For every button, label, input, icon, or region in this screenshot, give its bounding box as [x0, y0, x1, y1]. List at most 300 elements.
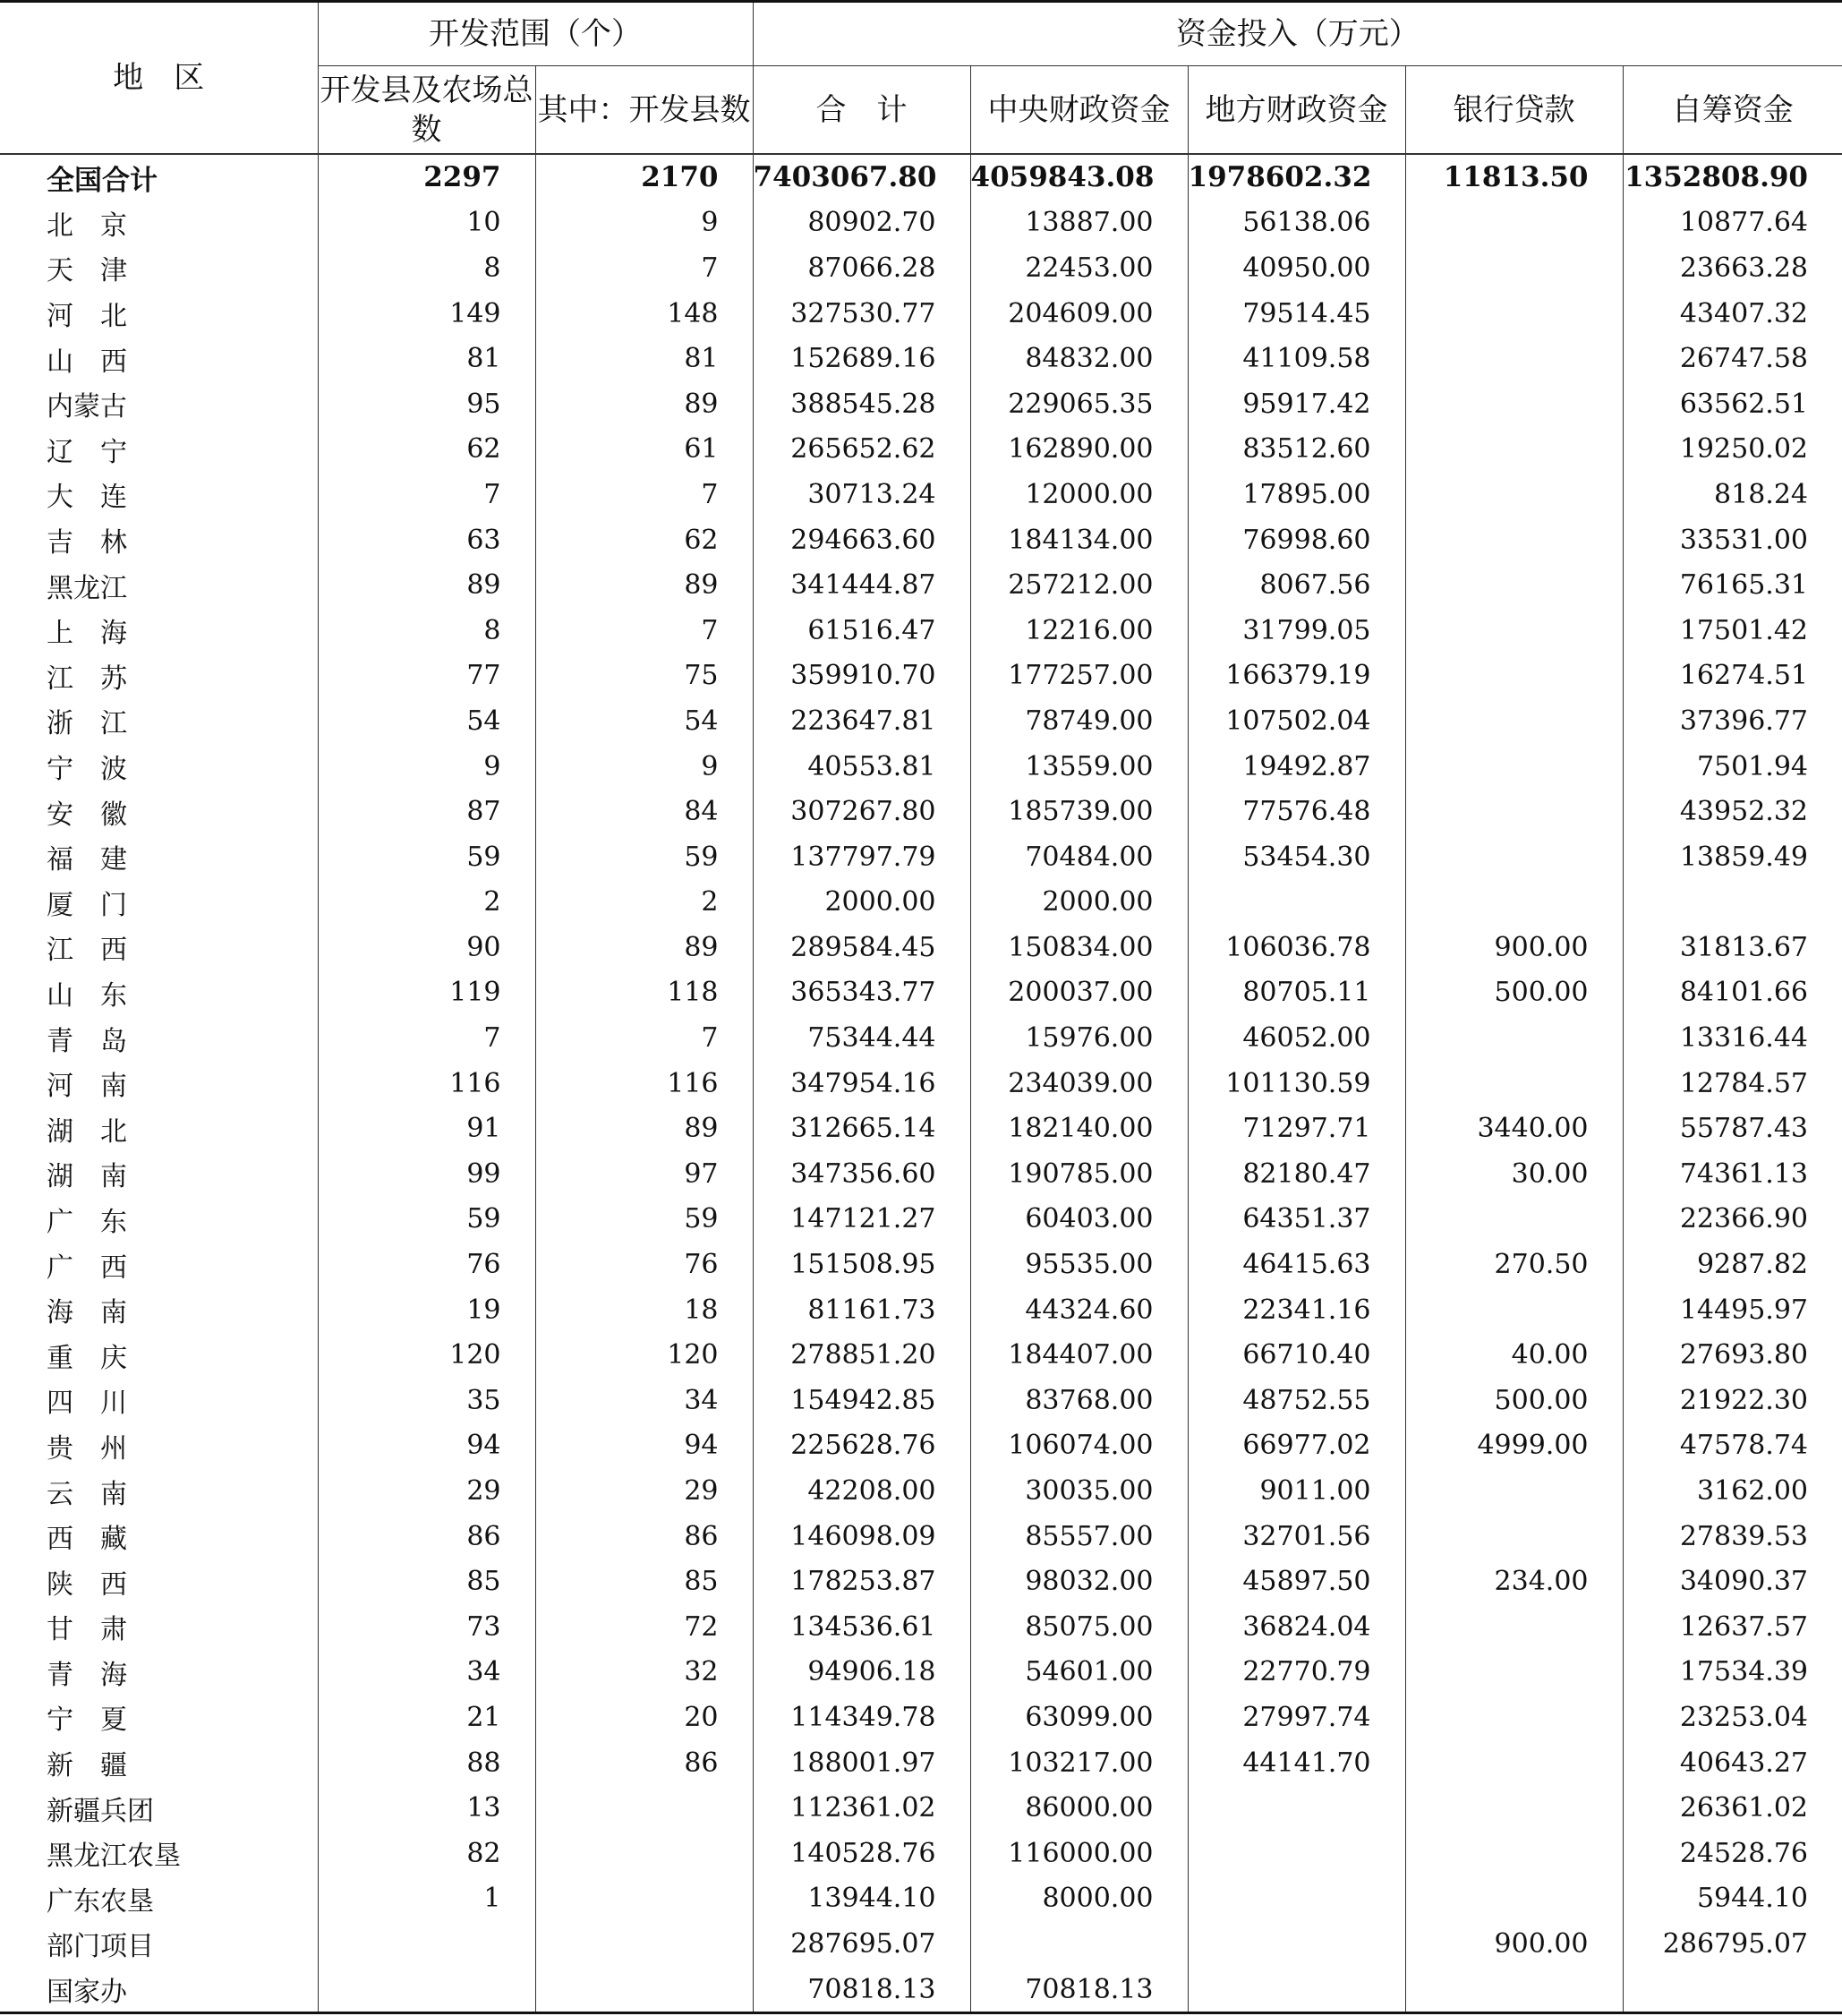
table-cell: 84	[535, 789, 753, 834]
region-name: 陕 西	[0, 1559, 318, 1604]
table-cell: 81161.73	[753, 1287, 970, 1333]
table-cell: 116000.00	[970, 1831, 1188, 1876]
table-cell: 101130.59	[1188, 1061, 1405, 1106]
table-row	[0, 517, 1842, 563]
region-name: 西 藏	[0, 1514, 318, 1559]
table-cell: 900.00	[1405, 925, 1623, 970]
table-cell: 294663.60	[753, 517, 970, 563]
region-name: 山 西	[0, 336, 318, 381]
table-cell: 184407.00	[970, 1332, 1188, 1378]
table-cell: 77576.48	[1188, 789, 1405, 834]
table-cell: 56138.06	[1188, 201, 1405, 246]
region-name: 宁 夏	[0, 1695, 318, 1740]
table-cell: 48752.55	[1188, 1378, 1405, 1423]
table-cell: 185739.00	[970, 789, 1188, 834]
region-name: 四 川	[0, 1378, 318, 1423]
table-cell: 13944.10	[753, 1876, 970, 1922]
region-name: 浙 江	[0, 698, 318, 744]
table-cell: 89	[318, 562, 535, 608]
table-cell	[1405, 880, 1623, 926]
table-row	[0, 427, 1842, 473]
funding-table	[0, 3, 1842, 2012]
table-cell: 359910.70	[753, 653, 970, 699]
table-cell: 81	[318, 336, 535, 381]
table-cell: 107502.04	[1188, 698, 1405, 744]
bottom-rule	[0, 2012, 1842, 2014]
table-cell: 87066.28	[753, 245, 970, 291]
region-name: 湖 北	[0, 1106, 318, 1151]
table-cell: 43407.32	[1679, 297, 1808, 329]
table-cell: 150834.00	[970, 925, 1188, 970]
table-cell: 59	[318, 834, 535, 880]
table-cell: 86000.00	[970, 1785, 1188, 1831]
region-name: 广 西	[0, 1242, 318, 1287]
region-header: 地 区	[0, 3, 318, 154]
table-cell: 3162.00	[1696, 1475, 1808, 1508]
table-row	[0, 970, 1842, 1016]
table-cell: 13	[318, 1785, 535, 1831]
table-row	[0, 1332, 1842, 1378]
table-cell: 89	[535, 562, 753, 608]
table-cell	[535, 1831, 753, 1876]
table-cell: 61	[535, 427, 753, 473]
table-cell: 188001.97	[753, 1740, 970, 1786]
table-row	[0, 562, 1842, 608]
table-cell: 23253.04	[1679, 1701, 1808, 1733]
table-cell: 21922.30	[1679, 1384, 1808, 1416]
table-cell	[535, 1967, 753, 2012]
total-row	[0, 154, 1842, 201]
table-cell: 82	[318, 1831, 535, 1876]
table-cell: 190785.00	[970, 1151, 1188, 1197]
table-cell: 1978602.32	[1188, 154, 1405, 201]
table-cell: 89	[535, 925, 753, 970]
table-cell: 31799.05	[1188, 608, 1405, 653]
table-row	[0, 336, 1842, 381]
table-cell	[1405, 1876, 1623, 1922]
region-name: 新疆兵团	[0, 1785, 318, 1831]
table-cell	[1405, 1061, 1623, 1106]
region-name: 上 海	[0, 608, 318, 653]
region-name: 广 东	[0, 1197, 318, 1243]
table-row	[0, 1242, 1842, 1287]
table-cell: 204609.00	[970, 291, 1188, 337]
table-cell	[1623, 880, 1842, 926]
table-cell: 500.00	[1405, 1378, 1623, 1423]
table-cell	[1188, 1921, 1405, 1967]
table-cell: 63099.00	[970, 1695, 1188, 1740]
table-cell	[1188, 1831, 1405, 1876]
table-cell	[1405, 1015, 1623, 1061]
table-cell: 98032.00	[970, 1559, 1188, 1604]
table-cell: 149	[318, 291, 535, 337]
table-cell: 83768.00	[970, 1378, 1188, 1423]
table-cell: 75344.44	[753, 1015, 970, 1061]
table-cell: 82180.47	[1188, 1151, 1405, 1197]
table-cell	[1405, 1831, 1623, 1876]
table-cell: 151508.95	[753, 1242, 970, 1287]
table-row	[0, 880, 1842, 926]
table-cell	[1405, 381, 1623, 427]
table-cell: 22366.90	[1679, 1203, 1808, 1235]
table-cell: 78749.00	[970, 698, 1188, 744]
region-name: 贵 州	[0, 1423, 318, 1469]
table-cell: 72	[535, 1604, 753, 1650]
table-row	[0, 381, 1842, 427]
region-name: 部门项目	[0, 1921, 318, 1967]
table-row	[0, 1876, 1842, 1922]
table-cell: 13559.00	[970, 744, 1188, 790]
table-row	[0, 1740, 1842, 1786]
col-header-total-counties: 开发县及农场总数	[318, 66, 535, 155]
table-cell: 9	[318, 744, 535, 790]
table-row	[0, 1559, 1842, 1604]
table-cell: 341444.87	[753, 562, 970, 608]
table-cell: 59	[535, 834, 753, 880]
table-cell: 234.00	[1405, 1559, 1623, 1604]
table-cell: 76	[318, 1242, 535, 1287]
table-cell: 30.00	[1405, 1151, 1623, 1197]
col-header-bank-loans: 银行贷款	[1405, 66, 1623, 155]
region-name: 江 西	[0, 925, 318, 970]
col-header-self-raised: 自筹资金	[1623, 66, 1842, 155]
table-cell: 74361.13	[1679, 1157, 1808, 1190]
table-row	[0, 1695, 1842, 1740]
table-cell: 270.50	[1405, 1242, 1623, 1287]
table-cell: 2297	[318, 154, 535, 201]
region-name: 大 连	[0, 472, 318, 517]
table-cell	[1405, 336, 1623, 381]
table-cell: 63562.51	[1679, 388, 1808, 420]
table-cell: 9	[535, 201, 753, 246]
table-cell: 40950.00	[1188, 245, 1405, 291]
table-cell: 307267.80	[753, 789, 970, 834]
region-name: 青 海	[0, 1650, 318, 1696]
region-name: 江 苏	[0, 653, 318, 699]
table-cell	[1405, 245, 1623, 291]
region-name: 云 南	[0, 1468, 318, 1514]
table-cell: 278851.20	[753, 1332, 970, 1378]
table-cell: 119	[318, 970, 535, 1016]
table-cell	[970, 1921, 1188, 1967]
table-cell: 184134.00	[970, 517, 1188, 563]
table-cell: 40553.81	[753, 744, 970, 790]
table-row	[0, 1015, 1842, 1061]
region-name: 天 津	[0, 245, 318, 291]
table-cell: 62	[318, 427, 535, 473]
table-cell: 47578.74	[1679, 1430, 1808, 1462]
table-row	[0, 1061, 1842, 1106]
table-cell: 106074.00	[970, 1423, 1188, 1469]
table-cell: 7	[318, 1015, 535, 1061]
table-cell	[1405, 698, 1623, 744]
region-name: 福 建	[0, 834, 318, 880]
table-cell: 27997.74	[1188, 1695, 1405, 1740]
table-cell	[318, 1921, 535, 1967]
table-row	[0, 1650, 1842, 1696]
table-cell: 257212.00	[970, 562, 1188, 608]
table-cell: 312665.14	[753, 1106, 970, 1151]
table-cell: 91	[318, 1106, 535, 1151]
table-cell: 8067.56	[1188, 562, 1405, 608]
table-row	[0, 1287, 1842, 1333]
table-cell: 34	[535, 1378, 753, 1423]
table-cell: 178253.87	[753, 1559, 970, 1604]
table-row	[0, 834, 1842, 880]
table-cell: 42208.00	[753, 1468, 970, 1514]
table-row	[0, 744, 1842, 790]
table-cell: 34	[318, 1650, 535, 1696]
table-cell: 14495.97	[1679, 1294, 1808, 1326]
table-cell: 54601.00	[970, 1650, 1188, 1696]
table-cell: 5944.10	[1696, 1883, 1808, 1915]
table-cell: 26747.58	[1679, 343, 1808, 375]
table-cell: 21	[318, 1695, 535, 1740]
table-cell: 90	[318, 925, 535, 970]
table-cell: 20	[535, 1695, 753, 1740]
table-cell: 8	[318, 245, 535, 291]
table-cell: 43952.32	[1679, 796, 1808, 828]
table-cell	[1405, 562, 1623, 608]
table-cell: 818.24	[1714, 478, 1808, 510]
table-cell	[1405, 1287, 1623, 1333]
table-cell: 16274.51	[1679, 660, 1808, 692]
table-cell	[1188, 880, 1405, 926]
table-cell	[1405, 1604, 1623, 1650]
table-cell: 116	[535, 1061, 753, 1106]
table-cell: 103217.00	[970, 1740, 1188, 1786]
region-name: 重 庆	[0, 1332, 318, 1378]
table-cell: 13316.44	[1679, 1022, 1808, 1055]
table-cell	[1405, 201, 1623, 246]
table-cell: 95535.00	[970, 1242, 1188, 1287]
table-cell: 18	[535, 1287, 753, 1333]
table-row	[0, 291, 1842, 337]
table-cell: 81	[535, 336, 753, 381]
table-cell: 85	[535, 1559, 753, 1604]
region-name: 新 疆	[0, 1740, 318, 1786]
table-cell: 146098.09	[753, 1514, 970, 1559]
table-row	[0, 698, 1842, 744]
table-cell: 29	[535, 1468, 753, 1514]
table-row	[0, 1106, 1842, 1151]
table-cell: 63	[318, 517, 535, 563]
table-cell: 19492.87	[1188, 744, 1405, 790]
table-cell: 44141.70	[1188, 1740, 1405, 1786]
table-row	[0, 1921, 1842, 1967]
table-cell: 112361.02	[753, 1785, 970, 1831]
region-name: 青 岛	[0, 1015, 318, 1061]
table-cell: 17501.42	[1679, 614, 1808, 646]
table-cell	[1405, 472, 1623, 517]
table-cell: 900.00	[1405, 1921, 1623, 1967]
table-cell: 24528.76	[1679, 1837, 1808, 1869]
table-cell: 30713.24	[753, 472, 970, 517]
table-cell	[1405, 608, 1623, 653]
table-cell: 59	[318, 1197, 535, 1243]
table-row	[0, 1378, 1842, 1423]
table-cell: 388545.28	[753, 381, 970, 427]
table-cell: 76165.31	[1679, 569, 1808, 602]
table-cell: 4999.00	[1405, 1423, 1623, 1469]
table-cell: 7	[535, 1015, 753, 1061]
table-cell: 223647.81	[753, 698, 970, 744]
table-cell: 66977.02	[1188, 1423, 1405, 1469]
table-cell: 365343.77	[753, 970, 970, 1016]
table-cell: 13887.00	[970, 201, 1188, 246]
table-cell: 62	[535, 517, 753, 563]
table-cell: 29	[318, 1468, 535, 1514]
region-name: 海 南	[0, 1287, 318, 1333]
table-cell: 327530.77	[753, 291, 970, 337]
table-cell	[1188, 1785, 1405, 1831]
table-cell: 118	[535, 970, 753, 1016]
table-cell: 8000.00	[970, 1876, 1188, 1922]
col-header-dev-counties: 其中：开发县数	[535, 66, 753, 155]
table-cell: 17534.39	[1679, 1656, 1808, 1688]
table-cell: 44324.60	[970, 1287, 1188, 1333]
table-cell: 154942.85	[753, 1378, 970, 1423]
table-cell: 7	[535, 472, 753, 517]
table-row	[0, 1514, 1842, 1559]
table-row	[0, 1604, 1842, 1650]
region-name: 黑龙江	[0, 562, 318, 608]
table-cell: 11813.50	[1405, 154, 1623, 201]
table-cell: 46415.63	[1188, 1242, 1405, 1287]
table-cell: 71297.71	[1188, 1106, 1405, 1151]
table-cell: 13859.49	[1679, 841, 1808, 873]
col-header-central-funds: 中央财政资金	[970, 66, 1188, 155]
table-cell: 26361.02	[1679, 1792, 1808, 1824]
table-cell: 61516.47	[753, 608, 970, 653]
table-cell	[535, 1876, 753, 1922]
table-cell: 3440.00	[1405, 1106, 1623, 1151]
table-cell: 94	[535, 1423, 753, 1469]
table-cell	[1405, 1197, 1623, 1243]
table-row	[0, 1197, 1842, 1243]
table-cell: 147121.27	[753, 1197, 970, 1243]
table-cell: 85	[318, 1559, 535, 1604]
region-name: 河 南	[0, 1061, 318, 1106]
table-cell: 99	[318, 1151, 535, 1197]
table-header	[0, 3, 1842, 154]
table-cell: 22453.00	[970, 245, 1188, 291]
table-cell: 84101.66	[1679, 977, 1808, 1009]
table-cell: 32701.56	[1188, 1514, 1405, 1559]
table-cell	[1405, 744, 1623, 790]
table-cell: 9	[535, 744, 753, 790]
table-cell: 89	[535, 1106, 753, 1151]
table-cell	[1405, 517, 1623, 563]
table-cell: 9287.82	[1696, 1249, 1808, 1281]
table-cell: 53454.30	[1188, 834, 1405, 880]
table-cell: 55787.43	[1679, 1113, 1808, 1145]
table-cell: 152689.16	[753, 336, 970, 381]
table-cell: 265652.62	[753, 427, 970, 473]
table-cell: 9011.00	[1188, 1468, 1405, 1514]
table-cell: 35	[318, 1378, 535, 1423]
region-name: 厦 门	[0, 880, 318, 926]
table-cell	[1405, 1967, 1623, 2012]
table-cell: 22770.79	[1188, 1650, 1405, 1696]
table-cell: 7403067.80	[753, 154, 970, 201]
table-cell: 32	[535, 1650, 753, 1696]
table-cell: 36824.04	[1188, 1604, 1405, 1650]
table-cell: 84832.00	[970, 336, 1188, 381]
table-cell: 27693.80	[1679, 1339, 1808, 1371]
table-cell: 162890.00	[970, 427, 1188, 473]
table-cell: 77	[318, 653, 535, 699]
table-cell: 225628.76	[753, 1423, 970, 1469]
table-cell: 116	[318, 1061, 535, 1106]
dev-scope-header: 开发范围（个）	[318, 3, 753, 66]
table-cell: 12637.57	[1679, 1610, 1808, 1643]
table-cell: 83512.60	[1188, 427, 1405, 473]
table-cell	[318, 1967, 535, 2012]
table-cell: 286795.07	[1662, 1927, 1808, 1960]
table-cell	[1405, 653, 1623, 699]
table-cell	[1623, 1967, 1842, 2012]
region-name: 内蒙古	[0, 381, 318, 427]
table-cell: 89	[535, 381, 753, 427]
table-cell	[1188, 1967, 1405, 2012]
table-cell: 182140.00	[970, 1106, 1188, 1151]
table-cell: 137797.79	[753, 834, 970, 880]
table-cell: 114349.78	[753, 1695, 970, 1740]
table-cell: 106036.78	[1188, 925, 1405, 970]
table-row	[0, 472, 1842, 517]
table-row	[0, 1151, 1842, 1197]
table-cell	[1405, 291, 1623, 337]
table-cell: 289584.45	[753, 925, 970, 970]
table-cell: 40.00	[1405, 1332, 1623, 1378]
col-header-local-funds: 地方财政资金	[1188, 66, 1405, 155]
region-name: 湖 南	[0, 1151, 318, 1197]
table-row	[0, 1423, 1842, 1469]
table-cell: 27839.53	[1679, 1520, 1808, 1552]
table-row	[0, 1967, 1842, 2012]
table-cell: 59	[535, 1197, 753, 1243]
table-cell: 2000.00	[970, 880, 1188, 926]
investment-header: 资金投入（万元）	[753, 3, 1842, 66]
table-cell: 120	[318, 1332, 535, 1378]
region-name: 辽 宁	[0, 427, 318, 473]
table-cell: 17895.00	[1188, 472, 1405, 517]
table-row	[0, 245, 1842, 291]
table-cell: 177257.00	[970, 653, 1188, 699]
table-cell: 80902.70	[753, 201, 970, 246]
table-cell: 34090.37	[1679, 1566, 1808, 1598]
table-cell: 31813.67	[1679, 931, 1808, 963]
table-cell: 95	[318, 381, 535, 427]
region-name: 广东农垦	[0, 1876, 318, 1922]
table-row	[0, 201, 1842, 246]
table-cell: 70818.13	[753, 1967, 970, 2012]
table-cell: 41109.58	[1188, 336, 1405, 381]
table-cell: 54	[318, 698, 535, 744]
region-name: 山 东	[0, 970, 318, 1016]
table-cell: 86	[535, 1740, 753, 1786]
table-cell: 94906.18	[753, 1650, 970, 1696]
table-cell: 134536.61	[753, 1604, 970, 1650]
table-row	[0, 1468, 1842, 1514]
table-cell: 70484.00	[970, 834, 1188, 880]
table-cell: 70818.13	[970, 1967, 1188, 2012]
table-cell: 12784.57	[1679, 1067, 1808, 1099]
table-cell: 1	[318, 1876, 535, 1922]
table-cell: 12000.00	[970, 472, 1188, 517]
table-row	[0, 1831, 1842, 1876]
